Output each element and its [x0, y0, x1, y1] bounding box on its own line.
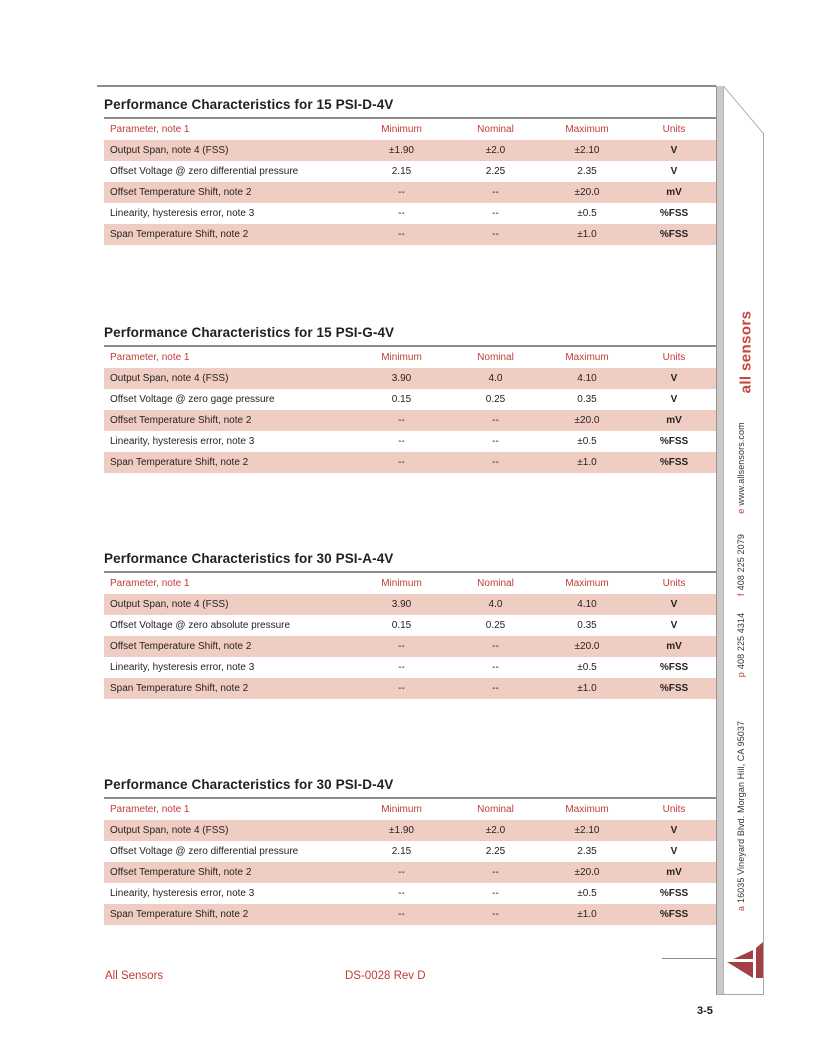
value-cell: 0.35 [577, 620, 597, 631]
value-cell: %FSS [659, 888, 689, 899]
value-cell: V [670, 599, 678, 610]
column-header: Maximum [565, 124, 609, 135]
table-row [104, 161, 716, 182]
value-cell: 2.15 [391, 846, 412, 857]
value-cell: ±1.90 [389, 145, 414, 156]
column-header: Nominal [477, 124, 514, 135]
value-cell: -- [492, 208, 499, 219]
column-header: Parameter, note 1 [110, 124, 190, 135]
table-row [104, 820, 716, 841]
contact-prefix-p: p [736, 672, 746, 678]
value-cell: 4.10 [577, 599, 597, 610]
value-cell: ±20.0 [574, 641, 600, 652]
value-cell: -- [398, 436, 405, 447]
value-cell: mV [666, 187, 682, 198]
sidebar-right-border [763, 133, 764, 995]
value-cell: V [670, 394, 678, 405]
param-cell: Offset Voltage @ zero differential pressure [110, 846, 299, 857]
value-cell: ±0.5 [577, 436, 597, 447]
value-cell: ±20.0 [574, 415, 600, 426]
performance-table-1 [104, 97, 716, 247]
table-title: Performance Characteristics for 15 PSI-D-4V [104, 97, 394, 112]
sidebar-brand: all sensors [737, 310, 755, 394]
param-cell: Output Span, note 4 (FSS) [110, 825, 229, 836]
value-cell: -- [398, 909, 405, 920]
contact-phone-number: 408 225 4314 [736, 612, 746, 670]
contact-prefix-e: e [736, 508, 746, 514]
performance-table-3 [104, 551, 716, 701]
param-cell: Linearity, hysteresis error, note 3 [110, 888, 255, 899]
column-header: Maximum [565, 352, 609, 363]
value-cell: -- [398, 888, 405, 899]
table-body [104, 820, 716, 925]
value-cell: 3.90 [391, 599, 412, 610]
table-title: Performance Characteristics for 15 PSI-G-4V [104, 325, 395, 340]
column-header: Parameter, note 1 [110, 578, 190, 589]
value-cell: 0.15 [391, 394, 412, 405]
table-row [104, 594, 716, 615]
column-header: Units [662, 124, 686, 135]
value-cell: ±2.0 [485, 145, 506, 156]
value-cell: V [670, 846, 678, 857]
contact-prefix-f: f [736, 593, 746, 596]
value-cell: -- [492, 662, 499, 673]
table-header-row [104, 347, 716, 368]
value-cell: ±1.0 [577, 683, 597, 694]
column-header: Maximum [565, 578, 609, 589]
value-cell: V [670, 373, 678, 384]
table-title: Performance Characteristics for 30 PSI-D-4V [104, 777, 394, 792]
param-cell: Span Temperature Shift, note 2 [110, 229, 249, 240]
value-cell: %FSS [659, 229, 689, 240]
value-cell: %FSS [659, 457, 689, 468]
column-header: Nominal [477, 578, 514, 589]
table-header-row [104, 799, 716, 820]
column-header: Minimum [381, 578, 422, 589]
value-cell: -- [398, 457, 405, 468]
sidebar-contact-address [736, 721, 746, 911]
value-cell: 2.25 [485, 846, 506, 857]
param-cell: Linearity, hysteresis error, note 3 [110, 208, 255, 219]
value-cell: -- [398, 662, 405, 673]
sidebar-contact-fax [736, 534, 746, 596]
table-body [104, 140, 716, 245]
table-body [104, 368, 716, 473]
value-cell: ±1.90 [389, 825, 414, 836]
table-row [104, 410, 716, 431]
value-cell: 2.35 [577, 846, 597, 857]
value-cell: V [670, 620, 678, 631]
table-row [104, 431, 716, 452]
param-cell: Offset Voltage @ zero gage pressure [110, 394, 275, 405]
value-cell: -- [492, 457, 499, 468]
column-header: Minimum [381, 352, 422, 363]
table-row [104, 224, 716, 245]
param-cell: Offset Voltage @ zero differential pressure [110, 166, 299, 177]
column-header: Nominal [477, 352, 514, 363]
value-cell: -- [492, 415, 499, 426]
column-header: Units [662, 352, 686, 363]
param-cell: Span Temperature Shift, note 2 [110, 683, 249, 694]
table-row [104, 452, 716, 473]
table-row [104, 904, 716, 925]
value-cell: V [670, 825, 678, 836]
value-cell: 0.15 [391, 620, 412, 631]
contact-website: www.allsensors.com [736, 422, 746, 506]
param-cell: Offset Voltage @ zero absolute pressure [110, 620, 291, 631]
table-row [104, 678, 716, 699]
column-header: Minimum [381, 804, 422, 815]
value-cell: -- [398, 867, 405, 878]
footer-doc-id: DS-0028 Rev D [345, 970, 426, 982]
value-cell: -- [398, 415, 405, 426]
table-row [104, 883, 716, 904]
table-header-row [104, 573, 716, 594]
sidebar-bottom-border [716, 994, 764, 995]
value-cell: %FSS [659, 909, 689, 920]
column-header: Minimum [381, 124, 422, 135]
value-cell: ±1.0 [577, 229, 597, 240]
table-header-row [104, 119, 716, 140]
column-header: Nominal [477, 804, 514, 815]
value-cell: mV [666, 867, 682, 878]
value-cell: ±20.0 [574, 867, 600, 878]
table-body [104, 594, 716, 699]
param-cell: Linearity, hysteresis error, note 3 [110, 436, 255, 447]
page-number: 3-5 [697, 1005, 713, 1017]
value-cell: 0.25 [485, 394, 506, 405]
param-cell: Offset Temperature Shift, note 2 [110, 187, 252, 198]
value-cell: %FSS [659, 683, 689, 694]
page-edge-band [716, 86, 724, 995]
value-cell: 2.35 [577, 166, 597, 177]
value-cell: 4.10 [577, 373, 597, 384]
performance-table-4 [104, 777, 716, 927]
table-row [104, 636, 716, 657]
table-row [104, 615, 716, 636]
footer-brand: All Sensors [105, 970, 164, 982]
param-cell: Span Temperature Shift, note 2 [110, 909, 249, 920]
table-row [104, 841, 716, 862]
top-rule [97, 85, 716, 87]
value-cell: 0.35 [577, 394, 597, 405]
value-cell: -- [492, 888, 499, 899]
all-sensors-logo-icon [726, 940, 764, 980]
param-cell: Span Temperature Shift, note 2 [110, 457, 249, 468]
value-cell: -- [492, 683, 499, 694]
column-header: Units [662, 578, 686, 589]
value-cell: 2.15 [391, 166, 412, 177]
value-cell: -- [492, 909, 499, 920]
contact-fax-number: 408 225 2079 [736, 534, 746, 591]
sidebar-contact-web [736, 422, 746, 513]
value-cell: %FSS [659, 662, 689, 673]
value-cell: -- [492, 187, 499, 198]
value-cell: -- [492, 436, 499, 447]
value-cell: ±0.5 [577, 662, 597, 673]
value-cell: ±0.5 [577, 208, 597, 219]
column-header: Parameter, note 1 [110, 352, 190, 363]
value-cell: ±0.5 [577, 888, 597, 899]
value-cell: 0.25 [485, 620, 506, 631]
table-row [104, 368, 716, 389]
table-row [104, 140, 716, 161]
table-row [104, 182, 716, 203]
value-cell: V [670, 166, 678, 177]
table-row [104, 862, 716, 883]
column-header: Maximum [565, 804, 609, 815]
footer-rule [662, 958, 716, 959]
param-cell: Output Span, note 4 (FSS) [110, 373, 229, 384]
value-cell: 3.90 [391, 373, 412, 384]
table-row [104, 389, 716, 410]
param-cell: Output Span, note 4 (FSS) [110, 599, 229, 610]
performance-table-2 [104, 325, 716, 475]
value-cell: -- [398, 641, 405, 652]
param-cell: Offset Temperature Shift, note 2 [110, 641, 252, 652]
page-fold-diagonal [723, 86, 764, 134]
value-cell: 4.0 [488, 599, 503, 610]
table-row [104, 657, 716, 678]
column-header: Units [662, 804, 686, 815]
sidebar-contact-phone [736, 613, 746, 677]
param-cell: Offset Temperature Shift, note 2 [110, 415, 252, 426]
contact-prefix-a: a [736, 906, 746, 912]
value-cell: ±1.0 [577, 457, 597, 468]
table-title: Performance Characteristics for 30 PSI-A-4V [104, 551, 394, 566]
value-cell: 4.0 [488, 373, 503, 384]
value-cell: ±2.10 [574, 825, 600, 836]
value-cell: ±2.10 [574, 145, 600, 156]
value-cell: mV [666, 415, 682, 426]
param-cell: Offset Temperature Shift, note 2 [110, 867, 252, 878]
value-cell: mV [666, 641, 682, 652]
param-cell: Linearity, hysteresis error, note 3 [110, 662, 255, 673]
table-row [104, 203, 716, 224]
value-cell: -- [492, 229, 499, 240]
param-cell: Output Span, note 4 (FSS) [110, 145, 229, 156]
value-cell: %FSS [659, 436, 689, 447]
value-cell: %FSS [659, 208, 689, 219]
value-cell: ±2.0 [485, 825, 506, 836]
value-cell: -- [398, 683, 405, 694]
value-cell: -- [398, 229, 405, 240]
value-cell: -- [492, 867, 499, 878]
value-cell: -- [398, 208, 405, 219]
value-cell: V [670, 145, 678, 156]
contact-address: 16035 Vineyard Blvd. Morgan Hill, CA 95037 [736, 720, 746, 904]
value-cell: ±20.0 [574, 187, 600, 198]
value-cell: 2.25 [485, 166, 506, 177]
value-cell: ±1.0 [577, 909, 597, 920]
value-cell: -- [398, 187, 405, 198]
column-header: Parameter, note 1 [110, 804, 190, 815]
value-cell: -- [492, 641, 499, 652]
